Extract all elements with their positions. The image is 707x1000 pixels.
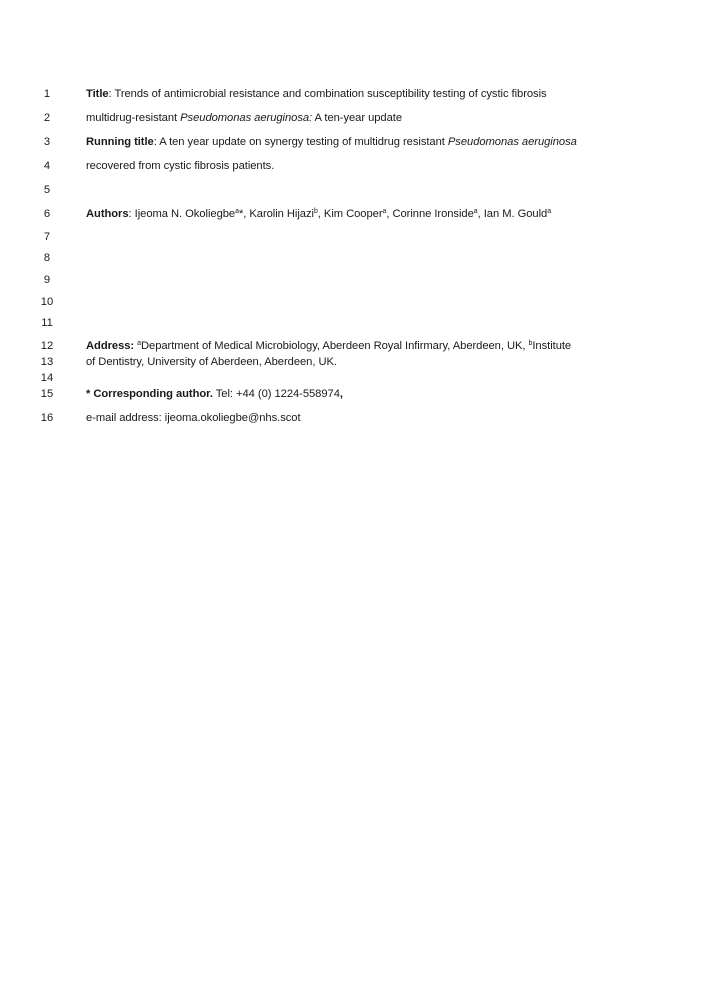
corresponding-author-line: * Corresponding author. Tel: +44 (0) 1224-558974, <box>86 388 343 400</box>
address-line-1: Address: $^a$Department of Medical Microbiology, Aberdeen Royal Infirmary, Aberdeen, UK, $^b$Institute <box>86 340 572 352</box>
line-number: 2 <box>43 112 51 124</box>
email-line: e-mail address: ijeoma.okoliegbe@nhs.scot <box>86 412 301 424</box>
line-3 <box>0 134 707 150</box>
line-12 <box>0 338 707 354</box>
title-line-2: multidrug-resistant Pseudomonas aeruginosa: A ten-year update <box>86 112 403 124</box>
author: Kim Cooper$^a$, <box>323 208 393 220</box>
line-11 <box>0 315 707 331</box>
line-2 <box>0 110 707 126</box>
line-number: 3 <box>43 136 51 148</box>
title-line-1: Title: Trends of antimicrobial resistance and combination susceptibility testing of cystic fibrosis <box>86 88 547 100</box>
line-10 <box>0 294 707 310</box>
title-label: Title <box>86 88 109 100</box>
line-1 <box>0 86 707 102</box>
line-number: 7 <box>43 231 51 243</box>
line-number: 6 <box>43 208 51 220</box>
line-number: 9 <box>43 274 51 286</box>
line-8 <box>0 250 707 266</box>
authors-label: Authors <box>86 208 129 220</box>
line-5 <box>0 182 707 198</box>
line-number: 1 <box>43 88 51 100</box>
line-4 <box>0 158 707 174</box>
line-number: 8 <box>43 252 51 264</box>
line-number: 13 <box>40 356 54 368</box>
title-text: Trends of antimicrobial resistance and combination susceptibility testing of cystic fibrosis <box>114 88 547 100</box>
line-number: 12 <box>40 340 54 352</box>
corresponding-label: * Corresponding author. <box>86 388 213 400</box>
line-14 <box>0 370 707 386</box>
organism-name: Pseudomonas aeruginosa: <box>180 112 313 124</box>
line-13 <box>0 354 707 370</box>
authors-line: Authors: Ijeoma N. Okoliegbe$^a$*, Karolin Hijazi$^b$, Kim Cooper$^a$, Corinne Ironside$^a$, Ian M. Gould$^a$ <box>86 208 552 220</box>
running-title-line-1: Running title: A ten year update on synergy testing of multidrug resistant Pseudomonas aeruginosa <box>86 136 577 148</box>
line-number: 4 <box>43 160 51 172</box>
organism-name: Pseudomonas aeruginosa <box>447 136 577 148</box>
author: Karolin Hijazi$^b$, <box>249 208 324 220</box>
running-title-label: Running title <box>86 136 154 148</box>
line-15 <box>0 386 707 402</box>
line-number: 16 <box>40 412 54 424</box>
line-number: 14 <box>40 372 54 384</box>
line-16 <box>0 410 707 426</box>
author: Ijeoma N. Okoliegbe$^a$*, <box>134 208 250 220</box>
line-number: 10 <box>40 296 54 308</box>
line-6 <box>0 206 707 222</box>
line-9 <box>0 272 707 288</box>
address-line-2: of Dentistry, University of Aberdeen, Aberdeen, UK. <box>86 356 337 368</box>
line-7 <box>0 229 707 245</box>
running-title-line-2: recovered from cystic fibrosis patients. <box>86 160 275 172</box>
line-number: 11 <box>41 317 53 329</box>
address-label: Address: <box>86 340 135 352</box>
line-number: 5 <box>43 184 51 196</box>
author: Ian M. Gould$^a$ <box>483 208 552 220</box>
author: Corinne Ironside$^a$, <box>392 208 484 220</box>
line-number: 15 <box>40 388 54 400</box>
